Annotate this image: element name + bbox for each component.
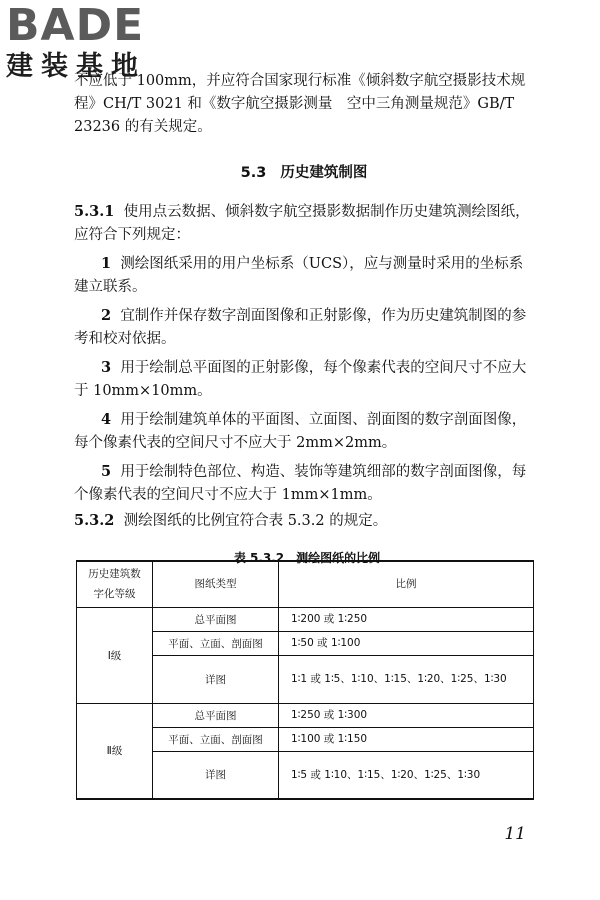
ratio-cell: 1∶5 或 1∶10、1∶15、1∶20、1∶25、1∶30 bbox=[279, 751, 534, 799]
table-header-row bbox=[77, 561, 534, 607]
item-text: 宜制作并保存数字剖面图像和正射影像，作为历史建筑制图的参考和校对依据。 bbox=[74, 308, 527, 347]
intro-paragraph: 不应低于 100mm，并应符合国家现行标准《倾斜数字航空摄影技术规程》CH/T 3021 和《数字航空摄影测量 空中三角测量规范》GB/T 23236 的有关规定。 bbox=[74, 73, 526, 135]
item-text: 用于绘制建筑单体的平面图、立面图、剖面图的数字剖面图像，每个像素代表的空间尺寸不应大于 2mm×2mm。 bbox=[74, 412, 527, 451]
header-type: 图纸类型 bbox=[153, 561, 279, 607]
item-text: 用于绘制特色部位、构造、装饰等建筑细部的数字剖面图像，每个像素代表的空间尺寸不应大于 1mm×1mm。 bbox=[74, 464, 527, 503]
item-number: 2 bbox=[101, 307, 112, 324]
list-item bbox=[74, 408, 534, 455]
table-caption: 表 5.3.2 测绘图纸的比例 bbox=[233, 551, 381, 565]
type-cell: 平面、立面、剖面图 bbox=[153, 727, 279, 751]
clause-5-3-1 bbox=[74, 200, 534, 247]
item-text: 用于绘制总平面图的正射影像，每个像素代表的空间尺寸不应大于 10mm×10mm。 bbox=[74, 360, 527, 399]
clause-text: 测绘图纸的比例宜符合表 5.3.2 的规定。 bbox=[123, 513, 388, 529]
ratio-cell: 1∶200 或 1∶250 bbox=[279, 607, 534, 631]
item-number: 3 bbox=[101, 359, 112, 376]
ratio-cell: 1∶100 或 1∶150 bbox=[279, 727, 534, 751]
clause-number: 5.3.2 bbox=[74, 512, 115, 529]
section-title: 历史建筑制图 bbox=[280, 165, 368, 181]
item-number: 4 bbox=[101, 411, 112, 428]
logo-brand: BADE bbox=[6, 0, 145, 51]
clause-text: 使用点云数据、倾斜数字航空摄影数据制作历史建筑测绘图纸，应符合下列规定： bbox=[74, 204, 530, 243]
item-number: 5 bbox=[101, 463, 112, 480]
type-cell: 详图 bbox=[153, 655, 279, 703]
item-text: 测绘图纸采用的用户坐标系（UCS），应与测量时采用的坐标系建立联系。 bbox=[74, 256, 524, 295]
table-row bbox=[77, 703, 534, 727]
page-number: 11 bbox=[504, 824, 526, 844]
type-cell: 总平面图 bbox=[153, 607, 279, 631]
scale-table bbox=[76, 560, 534, 800]
list-item bbox=[74, 356, 534, 403]
section-heading bbox=[74, 161, 534, 182]
ratio-cell: 1∶1 或 1∶5、1∶10、1∶15、1∶20、1∶25、1∶30 bbox=[279, 655, 534, 703]
list-item bbox=[74, 460, 534, 507]
ratio-cell: 1∶250 或 1∶300 bbox=[279, 703, 534, 727]
type-cell: 总平面图 bbox=[153, 703, 279, 727]
ratio-cell: 1∶50 或 1∶100 bbox=[279, 631, 534, 655]
grade-cell: Ⅰ级 bbox=[77, 607, 153, 703]
header-grade: 历史建筑数字化等级 bbox=[77, 561, 153, 607]
grade-cell: Ⅱ级 bbox=[77, 703, 153, 799]
page-body bbox=[74, 70, 534, 576]
list-item bbox=[74, 304, 534, 351]
clause-5-3-2 bbox=[74, 509, 534, 533]
item-number: 1 bbox=[101, 255, 112, 272]
table-row bbox=[77, 607, 534, 631]
list-item bbox=[74, 252, 534, 299]
section-number: 5.3 bbox=[240, 165, 267, 181]
logo-subtitle: 建装基地 bbox=[6, 51, 146, 82]
header-ratio: 比例 bbox=[279, 561, 534, 607]
type-cell: 平面、立面、剖面图 bbox=[153, 631, 279, 655]
clause-number: 5.3.1 bbox=[74, 203, 115, 220]
type-cell: 详图 bbox=[153, 751, 279, 799]
